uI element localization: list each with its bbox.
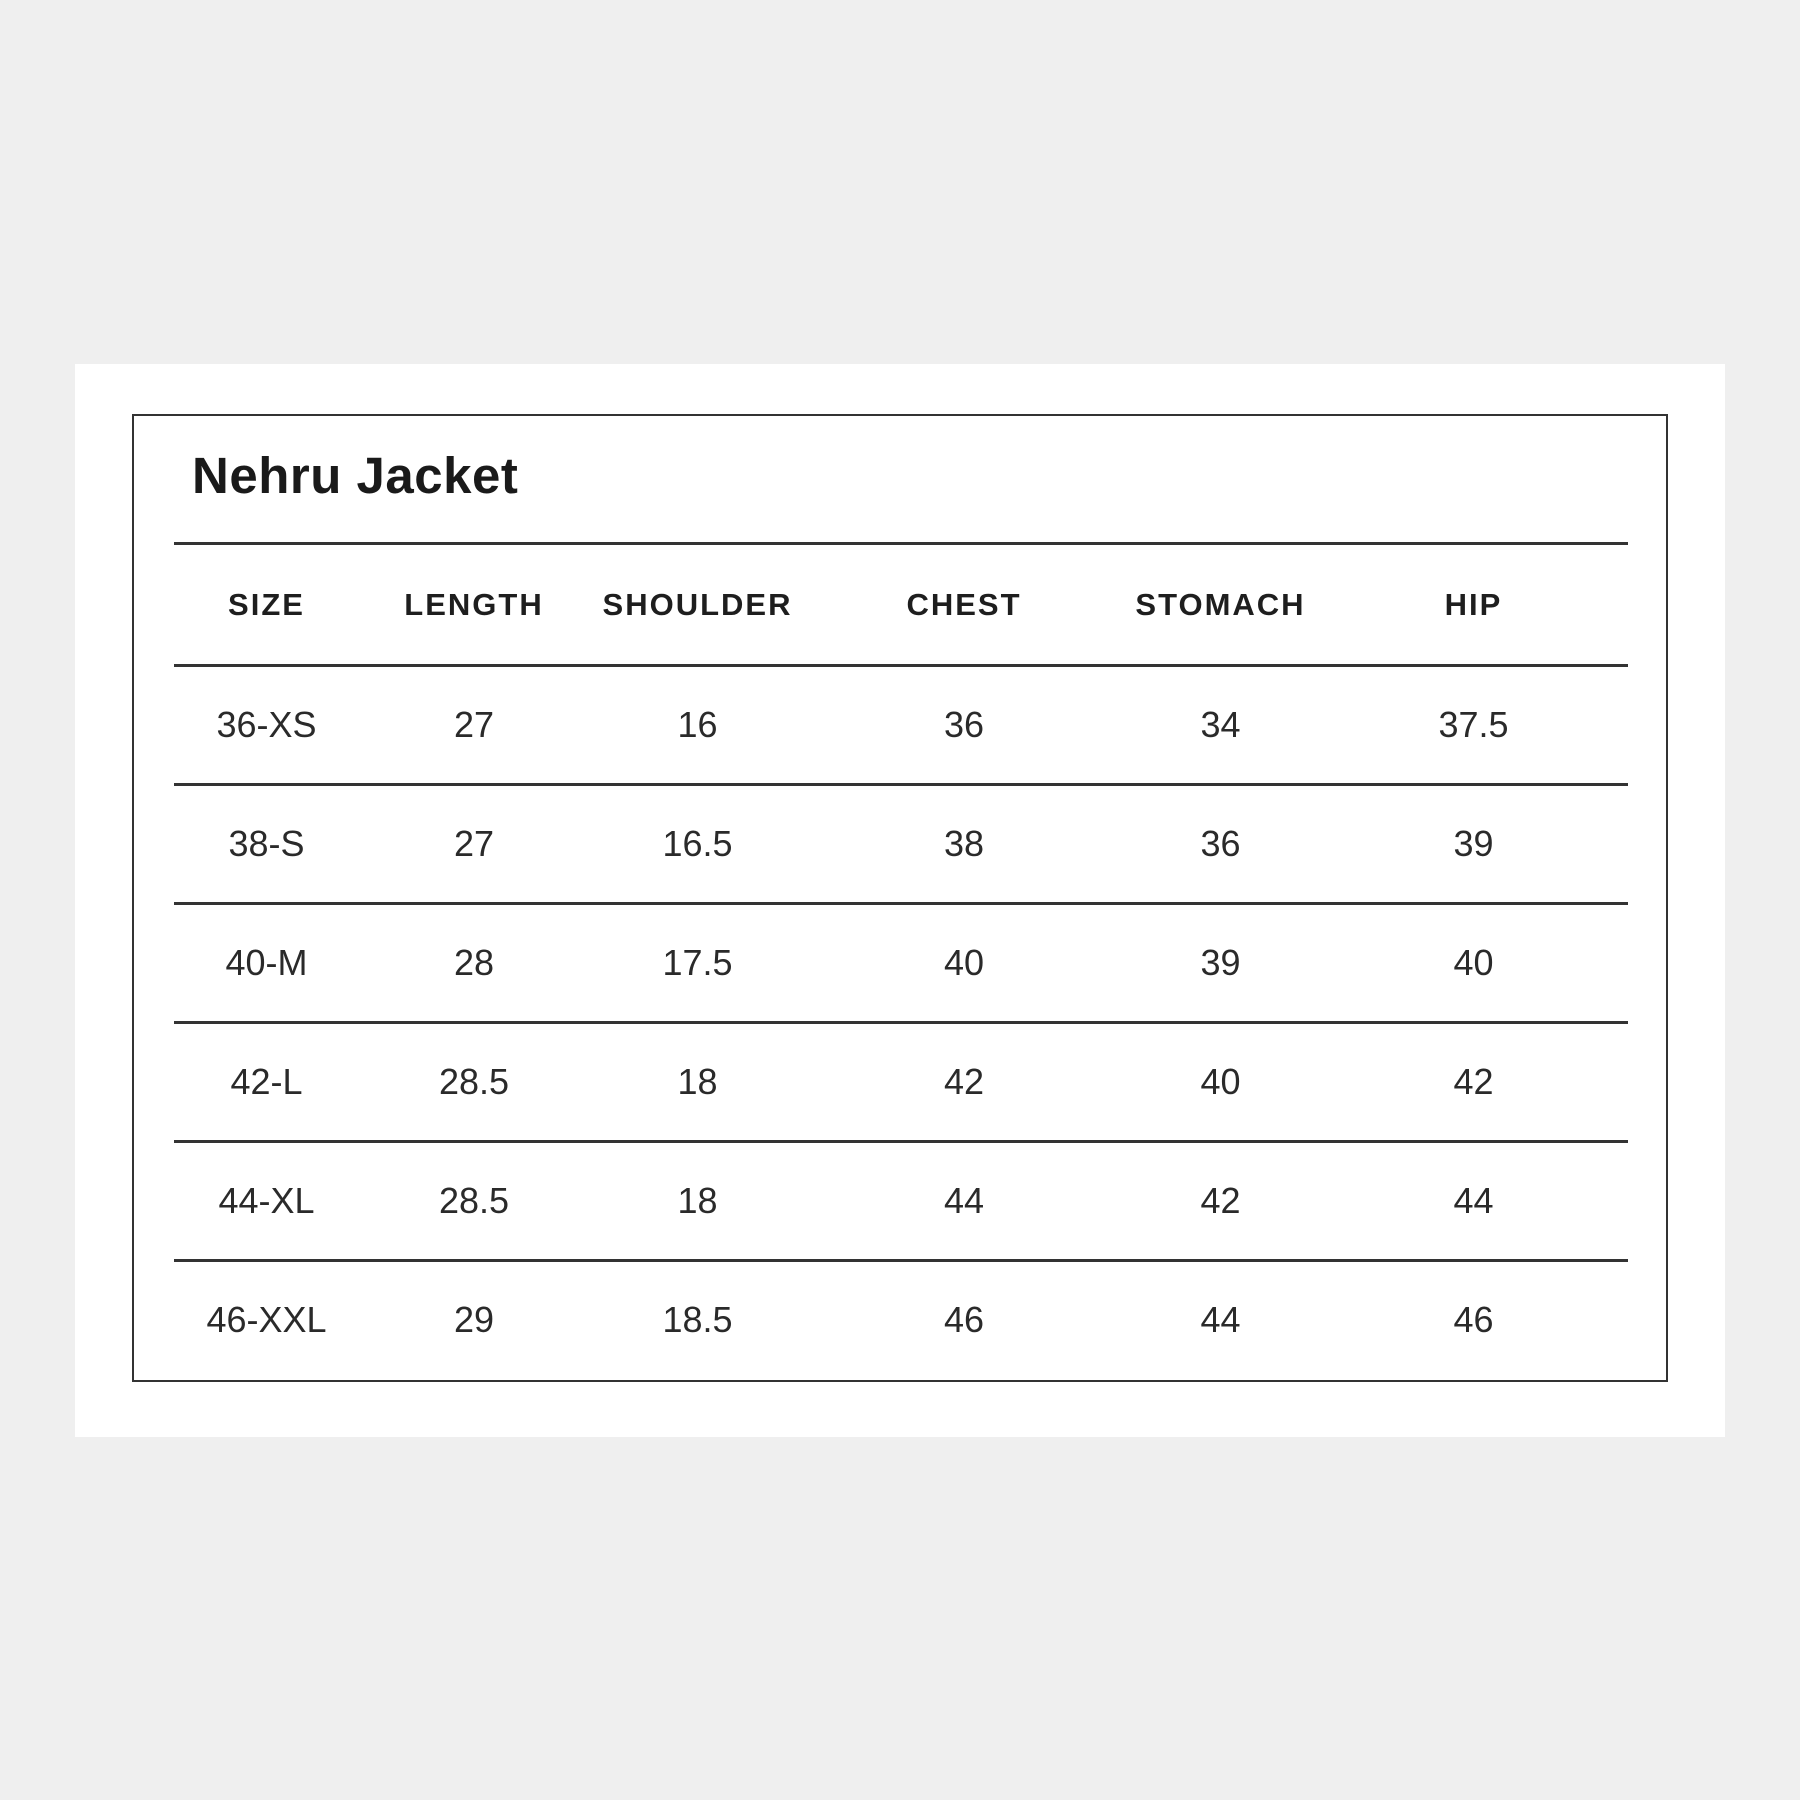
size-chart-frame — [132, 414, 1668, 1382]
table-cell: 34 — [1200, 704, 1241, 745]
table-cell: 18 — [677, 1180, 718, 1221]
table-cell: 28 — [453, 942, 495, 983]
header-cell: SHOULDER — [602, 586, 793, 622]
table-cell: 18.5 — [662, 1299, 733, 1340]
table-cell: 44 — [943, 1180, 985, 1221]
table-cell: 40 — [943, 942, 985, 983]
size-table — [174, 542, 1628, 1378]
table-cell: 46 — [1453, 1299, 1494, 1340]
table-row — [174, 902, 1628, 1021]
header-cell: LENGTH — [404, 586, 544, 622]
table-cell: 16 — [677, 704, 718, 745]
table-cell: 40 — [1200, 1061, 1241, 1102]
table-cell: 36 — [943, 704, 985, 745]
table-cell: 28.5 — [438, 1061, 510, 1102]
table-cell: 16.5 — [662, 823, 733, 864]
header-cell: SIZE — [228, 586, 305, 622]
table-cell: 42 — [1200, 1180, 1241, 1221]
table-cell: 29 — [453, 1299, 495, 1340]
table-cell: 44 — [1453, 1180, 1494, 1221]
table-cell: 18 — [677, 1061, 718, 1102]
table-cell: 39 — [1200, 942, 1241, 983]
table-cell: 27 — [453, 704, 495, 745]
table-cell: 44 — [1200, 1299, 1241, 1340]
table-cell: 39 — [1453, 823, 1494, 864]
table-row — [174, 1140, 1628, 1259]
header-cell: STOMACH — [1135, 586, 1306, 622]
table-cell: 42 — [1453, 1061, 1494, 1102]
table-cell: 44-XL — [218, 1180, 315, 1221]
table-cell: 40 — [1453, 942, 1494, 983]
table-cell: 36-XS — [216, 704, 317, 745]
table-cell: 42 — [943, 1061, 985, 1102]
table-row — [174, 1259, 1628, 1378]
table-cell: 42-L — [230, 1061, 303, 1102]
table-cell: 38-S — [228, 823, 305, 864]
table-cell: 36 — [1200, 823, 1241, 864]
table-cell: 46 — [943, 1299, 985, 1340]
table-cell: 27 — [453, 823, 495, 864]
table-cell: 40-M — [225, 942, 308, 983]
table-row — [174, 783, 1628, 902]
table-header-row — [174, 542, 1628, 664]
table-row — [174, 664, 1628, 783]
header-cell: HIP — [1444, 586, 1503, 622]
table-cell: 17.5 — [662, 942, 733, 983]
header-cell: CHEST — [906, 586, 1022, 622]
table-row — [174, 1021, 1628, 1140]
size-chart-card — [75, 364, 1725, 1437]
table-cell: 28.5 — [438, 1180, 510, 1221]
table-cell: 37.5 — [1438, 704, 1509, 745]
table-cell: 38 — [943, 823, 985, 864]
table-cell: 46-XXL — [206, 1299, 327, 1340]
chart-title: Nehru Jacket — [192, 447, 519, 504]
